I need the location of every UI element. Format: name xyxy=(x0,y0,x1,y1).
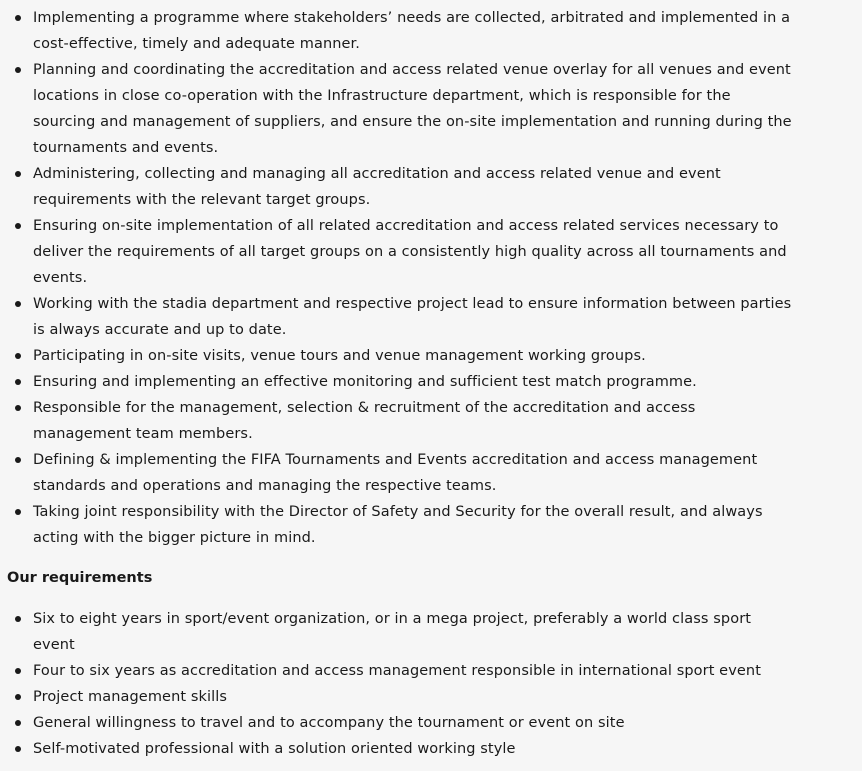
list-item-text: Participating in on-site visits, venue tours and venue management working groups. xyxy=(33,348,646,364)
bullet-icon xyxy=(15,616,21,622)
bullet-icon xyxy=(15,379,21,385)
list-item xyxy=(7,57,792,161)
list-item-text: Planning and coordinating the accreditation and access related venue overlay for all venues and event locations in close co-operation with the Infrastructure department, which is responsible for the sourcing and management of suppliers, and ensure the on-site implementation and running during the tournaments and events. xyxy=(33,62,792,156)
job-description xyxy=(0,5,862,771)
bullet-icon xyxy=(15,668,21,674)
requirements-heading: Our requirements xyxy=(7,570,153,586)
list-item xyxy=(7,161,792,213)
list-item xyxy=(7,369,792,395)
list-item-text: Project management skills xyxy=(33,689,228,705)
list-item xyxy=(7,343,792,369)
list-item-text: Responsible for the management, selection & recruitment of the accreditation and access management team members. xyxy=(33,400,696,442)
list-item xyxy=(7,213,792,291)
bullet-icon xyxy=(15,746,21,752)
bullet-icon xyxy=(15,720,21,726)
bullet-icon xyxy=(15,301,21,307)
bullet-icon xyxy=(15,353,21,359)
bullet-icon xyxy=(15,694,21,700)
list-item-text: General willingness to travel and to accompany the tournament or event on site xyxy=(33,715,625,731)
list-item-text: Six to eight years in sport/event organization, or in a mega project, preferably a world class sport event xyxy=(33,611,752,653)
list-item xyxy=(7,291,792,343)
list-item xyxy=(7,395,792,447)
list-item xyxy=(7,5,792,57)
list-item xyxy=(7,710,792,736)
list-item-text: Defining & implementing the FIFA Tournaments and Events accreditation and access management standards and operations and managing the respective teams. xyxy=(33,452,758,494)
list-item-text: Administering, collecting and managing all accreditation and access related venue and event requirements with the relevant target groups. xyxy=(33,166,721,208)
list-item-text: Taking joint responsibility with the Director of Safety and Security for the overall result, and always acting with the bigger picture in mind. xyxy=(33,504,763,546)
list-item-text: Ensuring on-site implementation of all related accreditation and access related services necessary to deliver the requirements of all target groups on a consistently high quality across all tournaments and events. xyxy=(33,218,787,286)
bullet-icon xyxy=(15,223,21,229)
bullet-icon xyxy=(15,457,21,463)
list-item xyxy=(7,736,792,762)
bullet-icon xyxy=(15,171,21,177)
bullet-icon xyxy=(15,405,21,411)
list-item-text: Implementing a programme where stakeholders’ needs are collected, arbitrated and implemented in a cost-effective, timely and adequate manner. xyxy=(33,10,791,52)
list-item xyxy=(7,684,792,710)
list-item-text: Self-motivated professional with a solution oriented working style xyxy=(33,741,516,757)
list-item xyxy=(7,447,792,499)
bullet-icon xyxy=(15,67,21,73)
list-item xyxy=(7,606,792,658)
bullet-icon xyxy=(15,509,21,515)
requirements-list xyxy=(7,606,792,762)
bullet-icon xyxy=(15,15,21,21)
list-item-text: Working with the stadia department and respective project lead to ensure information between parties is always accurate and up to date. xyxy=(33,296,792,338)
list-item xyxy=(7,499,792,551)
list-item xyxy=(7,658,792,684)
list-item-text: Ensuring and implementing an effective monitoring and sufficient test match programme. xyxy=(33,374,697,390)
responsibilities-list xyxy=(7,5,792,551)
list-item-text: Four to six years as accreditation and access management responsible in international sport event xyxy=(33,663,761,679)
